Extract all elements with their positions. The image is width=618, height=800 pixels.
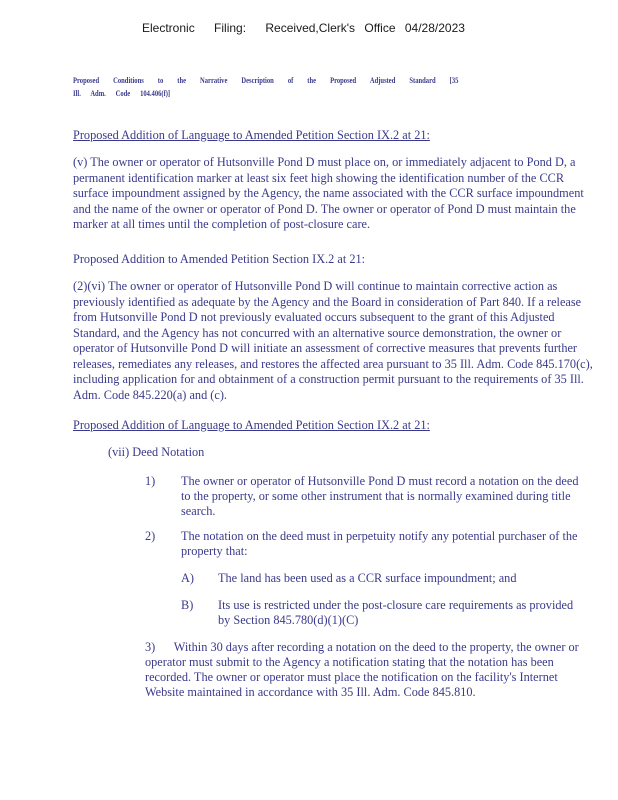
section1-body: (v) The owner or operator of Hutsonville Pond D must place on, or immediately adjacent to Pond D, a permanent identification marker at least six feet high showing the identification number of the CCR surface impoundment assigned by the Agency, the name associated with the CCR surface impoundment and the name of the owner or operator of Pond D. The owner or operator of Pond D must maintain the marker at all times until the completion of post-closure care. — [73, 155, 584, 231]
item-2-number: 2) — [145, 529, 156, 543]
item-1-number: 1) — [145, 474, 156, 488]
item-3-number: 3) — [145, 640, 156, 654]
section2-body: (2)(vi) The owner or operator of Hutsonville Pond D will continue to maintain corrective action as previously identified as adequate by the Agency and the Board in consideration of Part 840. If a release from Hutsonville Pond D not previously evaluated occurs subsequent to the grant of this Adjusted Standard, and the Agency has not concurred with an alternative source demonstration, the owner or operator of Hutsonville Pond D will initiate an assessment of corrective measures that prevents further releases, remediates any releases, and restores the affected area pursuant to 35 Ill. Adm. Code 845.170(c), including application for and obtainment of a construction permit pursuant to the requirements of 35 Ill. Adm. Code 845.220(a) and (c). — [73, 279, 593, 402]
narrative-title — [73, 74, 458, 100]
item-2-text: The notation on the deed must in perpetuity notify any potential purchaser of the property that: — [181, 529, 578, 558]
deed-notation-heading: (vii) Deed Notation — [108, 445, 205, 459]
narrative-title-line2: Ill. Adm. Code 104.406(f)] — [73, 89, 171, 98]
stamp-filing: Filing: — [214, 21, 247, 35]
stamp-electronic: Electronic — [142, 21, 195, 35]
item-3-text: Within 30 days after recording a notation on the deed to the property, the owner or operator must submit to the Agency a notification stating that the notation has been recorded. The owner or operator must place the notification on the facility's Internet Website maintained in accordance with 35 Ill. Adm. Code 845.810. — [145, 640, 579, 699]
item-3 — [145, 640, 595, 700]
section2-heading: Proposed Addition to Amended Petition Section IX.2 at 21: — [73, 252, 366, 266]
section1-heading: Proposed Addition of Language to Amended Petition Section IX.2 at 21: — [73, 128, 430, 142]
stamp-date: 04/28/2023 — [404, 21, 465, 35]
subitem-a-number: A) — [181, 571, 194, 585]
filing-stamp — [142, 21, 481, 35]
subitem-b-number: B) — [181, 598, 194, 612]
section3-heading: Proposed Addition of Language to Amended Petition Section IX.2 at 21: — [73, 418, 430, 432]
subitem-b-text: Its use is restricted under the post-closure care requirements as provided by Section 845.780(d)(1)(C) — [218, 598, 574, 627]
subitem-a-text: The land has been used as a CCR surface impoundment; and — [218, 571, 517, 585]
stamp-office: Office — [364, 21, 396, 35]
stamp-received: Received,Clerk's — [265, 21, 356, 35]
item-1-text: The owner or operator of Hutsonville Pond D must record a notation on the deed to the property, or some other instrument that is normally examined during title search. — [181, 474, 579, 518]
narrative-title-line1: Proposed Conditions to the Narrative Description of the Proposed Adjusted Standard [35 — [73, 76, 459, 85]
